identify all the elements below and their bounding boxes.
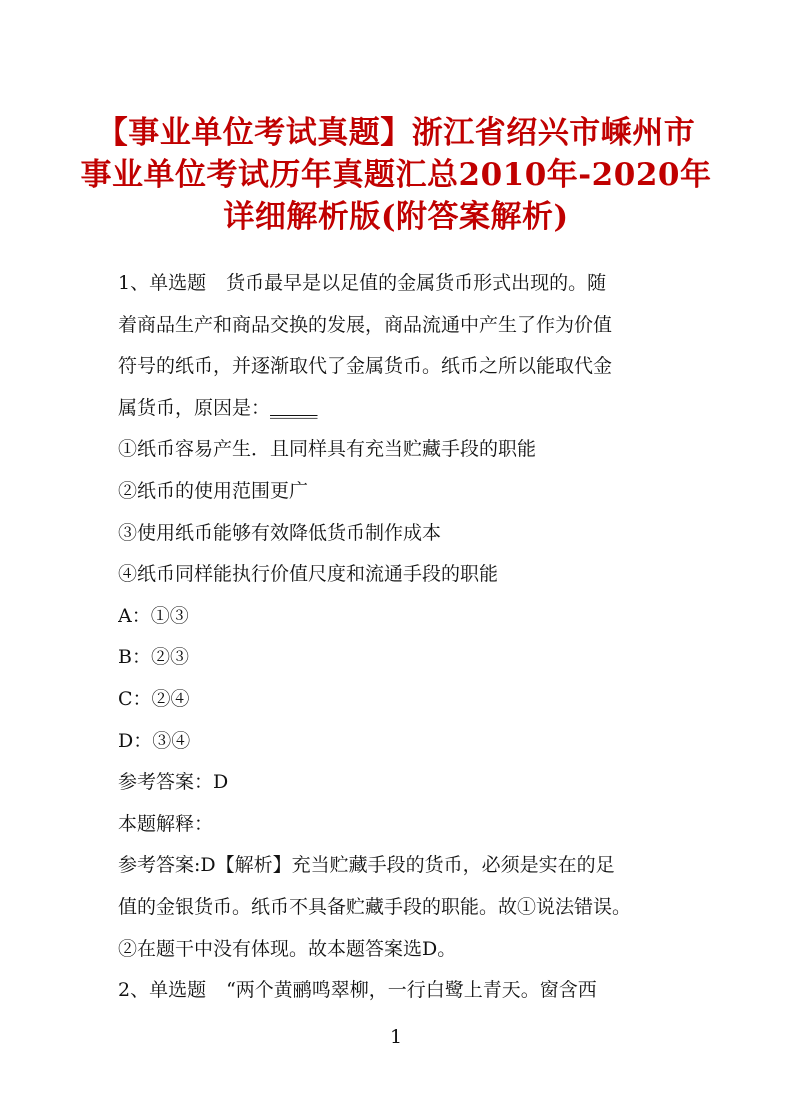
explanation-line: ②在题干中没有体现。故本题答案选D。 [118, 937, 457, 960]
question-1-stem-line-last [118, 388, 674, 430]
statement-3: ③使用纸币能够有效降低货币制作成本 [118, 521, 442, 544]
question-1-line-1 [118, 263, 674, 305]
question-2-line-1 [118, 970, 674, 1012]
title-line-3: 详细解析版(附答案解析) [223, 199, 569, 235]
explanation-label: 本题解释： [118, 812, 214, 835]
title-line-1: 【事业单位考试真题】浙江省绍兴市嵊州市 [96, 115, 696, 151]
document-body [118, 263, 674, 1012]
question-2-number-type: 2、单选题 [118, 979, 207, 1002]
question-1-stem-text: 属货币，原因是： [118, 396, 271, 419]
option-d: D：③④ [118, 729, 191, 752]
title-line-2: 事业单位考试历年真题汇总2010年-2020年 [80, 157, 712, 193]
question-1-stem-line: 符号的纸币，并逐渐取代了金属货币。纸币之所以能取代金 [118, 355, 613, 378]
question-1-number-type: 1、单选题 [118, 272, 207, 294]
option-a: A：①③ [118, 604, 189, 627]
question-2-stem-line: “两个黄鹂鸣翠柳，一行白鹭上青天。窗含西 [226, 979, 597, 1002]
option-b: B：②③ [118, 646, 189, 669]
question-1-stem-line: 着商品生产和商品交换的发展，商品流通中产生了作为价值 [118, 313, 613, 336]
reference-answer: 参考答案：D [118, 771, 229, 794]
statement-2: ②纸币的使用范围更广 [118, 479, 309, 502]
question-1-stem-line: 货币最早是以足值的金属货币形式出现的。随 [226, 272, 607, 294]
statement-4: ④纸币同样能执行价值尺度和流通手段的职能 [118, 563, 499, 586]
answer-blank: _____ [270, 396, 318, 419]
explanation-line: 值的金银货币。纸币不具备贮藏手段的职能。故①说法错误。 [118, 895, 632, 918]
explanation-line: 参考答案:D【解析】充当贮藏手段的货币，必须是实在的足 [118, 854, 615, 877]
option-c: C：②④ [118, 687, 190, 710]
page-number: 1 [389, 1026, 403, 1048]
document-title [70, 112, 722, 238]
statement-1: ①纸币容易产生．且同样具有充当贮藏手段的职能 [118, 438, 537, 461]
